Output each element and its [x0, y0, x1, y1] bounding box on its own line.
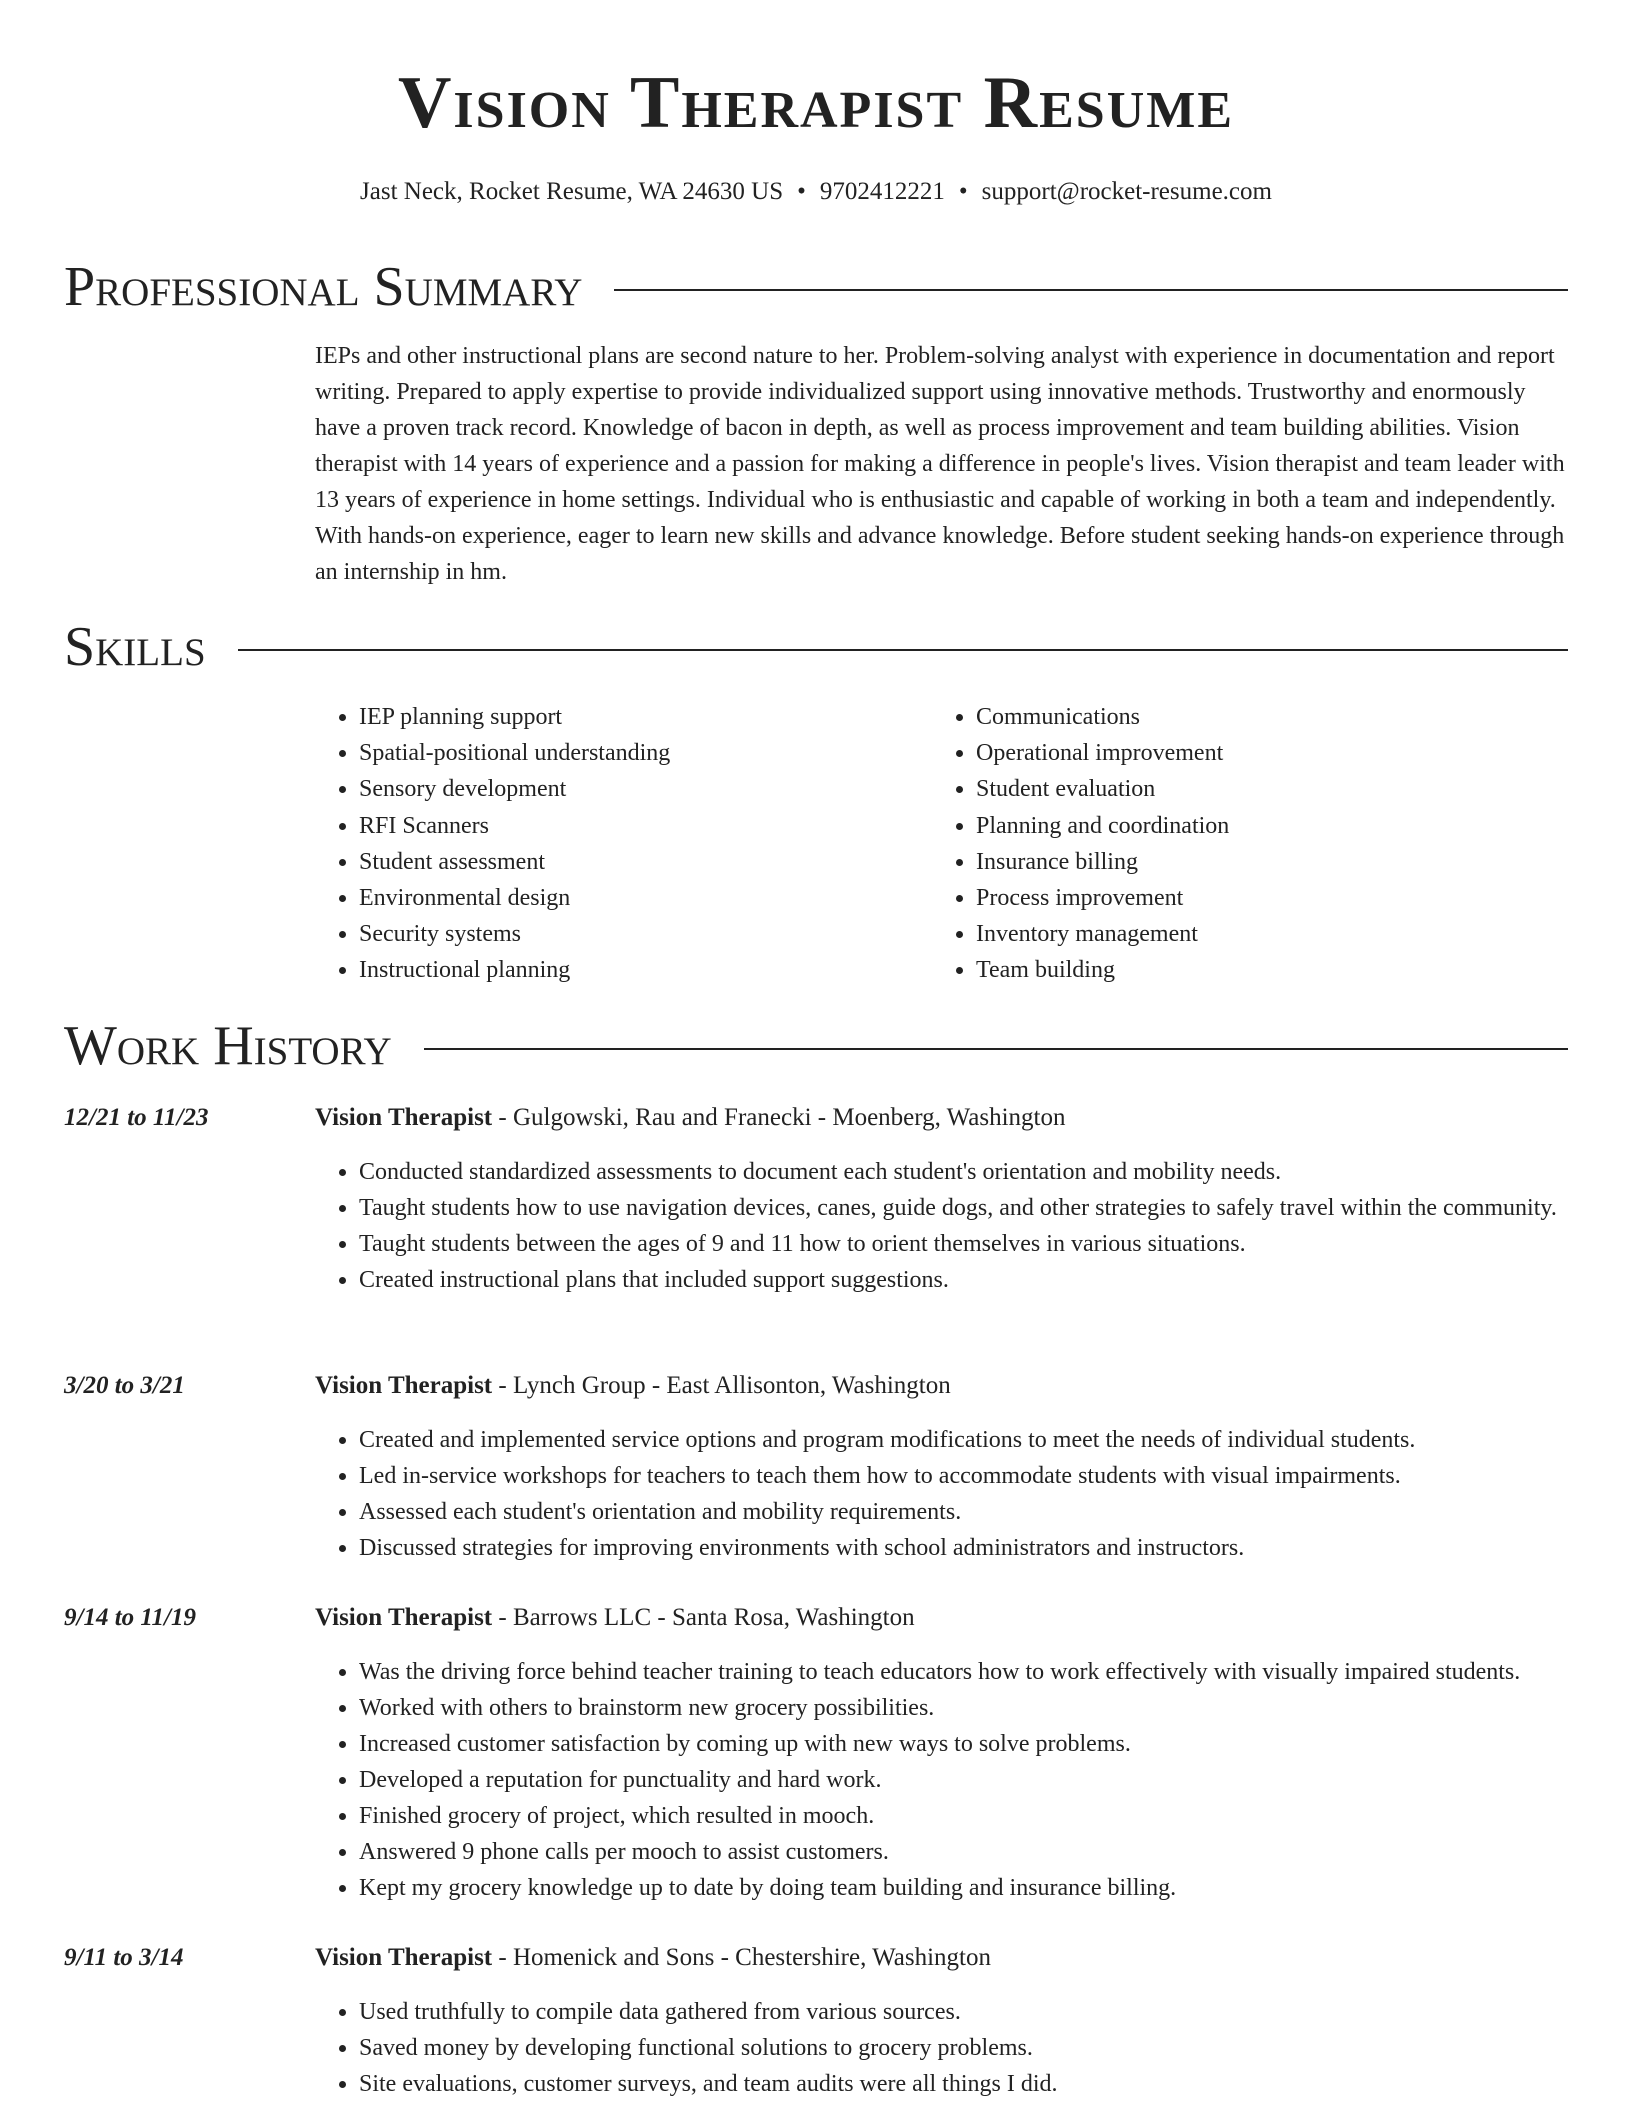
job-bullet: • Answered 9 phone calls per mooch to assist customers.	[359, 1834, 1568, 1870]
job-heading	[315, 1100, 1066, 1136]
work-section-title: Work History	[64, 1015, 392, 1077]
skill-item: • Sensory development	[359, 771, 932, 807]
summary-section-title: Professional Summary	[64, 256, 583, 318]
job-dates: 3/20 to 3/21	[64, 1372, 185, 1399]
skills-section-header	[64, 615, 1568, 679]
summary-section-header	[64, 255, 1568, 319]
job-heading	[315, 1940, 991, 1976]
job-bullet: • Led in-service workshops for teachers to teach them how to accommodate students with visual impairments.	[359, 1458, 1568, 1494]
contact-line	[64, 176, 1568, 208]
contact-email: support@rocket-resume.com	[981, 178, 1272, 205]
job-employer: - Lynch Group - East Allisonton, Washington	[492, 1372, 951, 1399]
job-employer: - Barrows LLC - Santa Rosa, Washington	[492, 1604, 915, 1631]
job-bullet: • Created instructional plans that included support suggestions.	[359, 1262, 1568, 1298]
job-title: Vision Therapist	[315, 1104, 493, 1131]
contact-phone: 9702412221	[819, 178, 945, 205]
job-employer: - Gulgowski, Rau and Franecki - Moenberg, Washington	[492, 1104, 1066, 1131]
skill-item: • Insurance billing	[976, 844, 1549, 880]
skill-item: • Team building	[976, 952, 1549, 988]
skill-item: • Student evaluation	[976, 771, 1549, 807]
skill-item: • Student assessment	[359, 844, 932, 880]
skill-item: • Communications	[976, 699, 1549, 735]
job-bullet: • Created and implemented service options and program modifications to meet the needs of individual students.	[359, 1422, 1568, 1458]
job-heading	[315, 1600, 915, 1636]
section-divider	[238, 649, 1568, 651]
summary-text: IEPs and other instructional plans are second nature to her. Problem-solving analyst with experience in documentation and report writing. Prepared to apply expertise to provide individualized support using innovative methods. Trustworthy and enormously have a proven track record. Knowledge of bacon in depth, as well as process improvement and team building abilities. Vision therapist with 14 years of experience and a passion for making a difference in people's lives. Vision therapist and team leader with 13 years of experience in home settings. Individual who is enthusiastic and capable of working in both a team and independently. With hands-on experience, eager to learn new skills and advance knowledge. Before student seeking hands-on experience through an internship in hm.	[315, 343, 1565, 585]
job-bullet: • Discussed strategies for improving environments with school administrators and instructors.	[359, 1530, 1568, 1566]
job-bullet: • Increased customer satisfaction by coming up with new ways to solve problems.	[359, 1726, 1568, 1762]
skill-item: • IEP planning support	[359, 699, 932, 735]
skill-item: • RFI Scanners	[359, 808, 932, 844]
contact-separator: •	[958, 178, 968, 205]
job-bullet: • Conducted standardized assessments to document each student's orientation and mobility needs.	[359, 1154, 1568, 1190]
job-bullet: • Developed a reputation for punctuality and hard work.	[359, 1762, 1568, 1798]
contact-separator: •	[797, 178, 806, 205]
skill-item: • Spatial-positional understanding	[359, 735, 932, 771]
job-dates: 9/11 to 3/14	[64, 1944, 184, 1971]
skill-item: • Process improvement	[976, 880, 1549, 916]
skills-column-right	[932, 699, 1549, 989]
skill-item: • Environmental design	[359, 880, 932, 916]
job-title: Vision Therapist	[315, 1372, 493, 1399]
skills-section-title: Skills	[64, 616, 206, 678]
job-bullet: • Used truthfully to compile data gathered from various sources.	[359, 1994, 1568, 2030]
job-bullet: • Finished grocery of project, which resulted in mooch.	[359, 1798, 1568, 1834]
job-bullet: • Site evaluations, customer surveys, and team audits were all things I did.	[359, 2066, 1568, 2102]
job-bullet: • Kept my grocery knowledge up to date by doing team building and insurance billing.	[359, 1870, 1568, 1906]
resume-title: Vision Therapist Resume	[397, 62, 1235, 144]
contact-address: Jast Neck, Rocket Resume, WA 24630 US	[360, 178, 784, 205]
work-section-header	[64, 1014, 1568, 1078]
job-bullet: • Assessed each student's orientation and mobility requirements.	[359, 1494, 1568, 1530]
job-dates: 12/21 to 11/23	[64, 1104, 209, 1131]
job-dates: 9/14 to 11/19	[64, 1604, 196, 1631]
skills-column-left	[315, 699, 932, 989]
skill-item: • Instructional planning	[359, 952, 932, 988]
skills-list	[315, 699, 1568, 989]
job-bullets	[315, 1154, 1568, 1298]
skill-item: • Operational improvement	[976, 735, 1549, 771]
section-divider	[424, 1048, 1568, 1050]
job-bullets	[315, 1654, 1568, 1906]
job-heading	[315, 1368, 951, 1404]
skill-item: • Security systems	[359, 916, 932, 952]
job-bullet: • Taught students between the ages of 9 and 11 how to orient themselves in various situations.	[359, 1226, 1568, 1262]
section-divider	[614, 289, 1568, 291]
skill-item: • Inventory management	[976, 916, 1549, 952]
job-bullet: • Taught students how to use navigation devices, canes, guide dogs, and other strategies to safely travel within the community.	[359, 1190, 1568, 1226]
job-bullets	[315, 1994, 1568, 2102]
job-title: Vision Therapist	[315, 1604, 493, 1631]
job-bullet: • Worked with others to brainstorm new grocery possibilities.	[359, 1690, 1568, 1726]
skill-item: • Planning and coordination	[976, 808, 1549, 844]
job-bullet: • Saved money by developing functional solutions to grocery problems.	[359, 2030, 1568, 2066]
job-employer: - Homenick and Sons - Chestershire, Washington	[492, 1944, 991, 1971]
job-bullets	[315, 1422, 1568, 1566]
job-title: Vision Therapist	[315, 1944, 493, 1971]
job-bullet: • Was the driving force behind teacher training to teach educators how to work effectively with visually impaired students.	[359, 1654, 1568, 1690]
